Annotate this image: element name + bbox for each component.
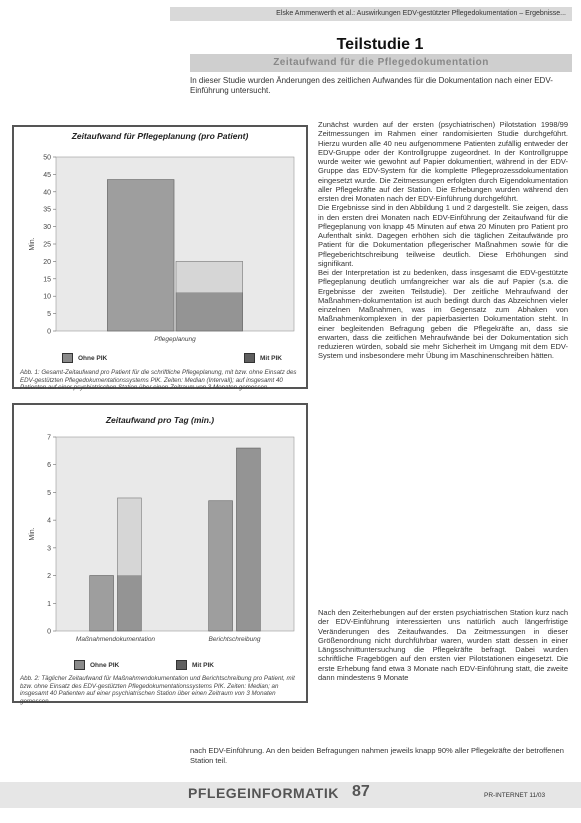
legend-swatch-ohne	[62, 353, 73, 363]
y-tick-label: 15	[43, 276, 51, 284]
running-header: Elske Ammenwerth et al.: Auswirkungen EDV-gestützter Pflegedokumentation – Ergebnisse...	[170, 7, 572, 21]
figure-1-legend	[62, 353, 282, 363]
y-tick-label: 45	[43, 171, 51, 179]
y-tick-label: 10	[43, 293, 51, 301]
figure-2-title: Zeitaufwand pro Tag (min.)	[105, 415, 215, 425]
y-tick-label: 1	[47, 600, 51, 608]
y-tick-label: 3	[47, 545, 51, 553]
y-axis-label: Min.	[29, 237, 36, 251]
x-tick-label: Pflegeplanung	[154, 336, 196, 343]
bar	[209, 501, 233, 631]
bar	[90, 576, 114, 631]
paragraph-1: Zunächst wurden auf der ersten (psychiatrischen) Pilotstation 1998/99 Zeitmessungen im Rahmen einer randomisierten Studie durchgeführt. Hierzu wurden alle 40 neu aufgenommene Patienten zufällig entweder der EDV-Gruppe oder der Kontrollgruppe zugeordnet. In der Kontrollgruppe wurde weiter wie gewohnt auf Papier dokumentiert, während in der EDV-Gruppe das EDV-System für die komplette Pflegeprozessdokumentation eingesetzt wurde. Die Zeitmessungen erfolgten durch Eigendokumentation aller Pflegekräfte auf der Station. Die Erhebungen wurden während den ersten drei Monaten nach der EDV-Einführung durchgeführt.	[318, 120, 568, 203]
y-tick-label: 2	[47, 573, 51, 581]
paragraph-bottom: nach EDV-Einführung. An den beiden Befragungen nahmen jeweils knapp 90% aller Pflegekräfte der betroffenen Station teil.	[190, 746, 564, 765]
bar	[107, 180, 174, 331]
figure-2	[12, 403, 308, 706]
chart-1	[14, 145, 306, 345]
paragraph-4: Nach den Zeiterhebungen auf der ersten psychiatrischen Station kurz nach der EDV-Einführung interessierten uns natürlich auch längerfristige Veränderungen des Zeitaufwandes. Da Zeitmessungen in dieser Größenordnung nicht durchführbar waren, wurden statt dessen in einer Längsschnittuntersuchung die Pflegekräfte befragt. Dabei wurden schriftliche Fragebögen auf den ersten vier Pilotstationen eingesetzt. Die erste Erhebung fand etwa 3 Monate nach EDV-Einführung statt, die zweite dann mindestens 9 Monate	[318, 608, 568, 682]
legend2-swatch-mit	[176, 660, 187, 670]
legend-swatch-mit	[244, 353, 255, 363]
body-column-lower	[318, 608, 568, 682]
intro-paragraph: In dieser Studie wurden Änderungen des zeitlichen Aufwandes für die Dokumentation nach einer EDV-Einführung untersucht.	[190, 76, 553, 96]
figure-2-legend	[74, 660, 214, 670]
y-tick-label: 0	[47, 628, 51, 636]
y-tick-label: 35	[43, 206, 51, 214]
figure-1	[12, 125, 308, 392]
footer-page-number: 87	[352, 783, 370, 800]
plot-area	[56, 157, 294, 331]
legend-item-ohne-pik	[62, 353, 107, 363]
legend-label-mit: Mit PIK	[259, 354, 282, 362]
footer-journal-title: PFLEGEINFORMATIK	[188, 785, 339, 801]
legend-label-ohne: Ohne PIK	[78, 354, 108, 362]
figure-2-caption: Abb. 2: Täglicher Zeitaufwand für Maßnahmendokumentation und Berichtschreibung pro Patient, mit bzw. ohne Einsatz des EDV-gestützten Pflegedokumentationssystems PIK. Zeiten: Median; an insgesamt 40 Patienten auf einer psychiatrischen Station über einen Zeitraum von 3 Monaten gemessen.	[20, 675, 295, 706]
y-tick-label: 4	[47, 517, 51, 525]
legend2-item-mit-pik	[176, 660, 214, 670]
body-column-right	[318, 120, 568, 361]
legend2-swatch-ohne	[74, 660, 85, 670]
y-tick-label: 25	[43, 241, 51, 249]
paragraph-2: Die Ergebnisse sind in den Abbildung 1 und 2 dargestellt. Sie zeigen, dass in den ersten drei Monaten nach EDV-Einführung der Zeitaufwand für die Pflegeplanung von knapp 45 Minuten auf etwa 20 Minuten pro Patient pro Aufenthalt sinkt. Dagegen erhöhen sich die täglichen Zeitaufwände pro Patient für die Dokumentation pflegerischer Maßnahmen sowie für die Pflegeberichtschreibung teilweise deutlich. Diese Erhöhungen sind signifikant.	[318, 203, 568, 268]
y-tick-label: 0	[47, 328, 51, 336]
y-tick-label: 50	[43, 154, 51, 162]
y-tick-label: 5	[47, 489, 51, 497]
y-tick-label: 30	[43, 224, 51, 232]
footer-issue: PR-INTERNET 11/03	[484, 792, 546, 799]
legend2-label-ohne: Ohne PIK	[90, 661, 120, 669]
figure-1-title: Zeitaufwand für Pflegeplanung (pro Patient)	[71, 131, 249, 141]
x-tick-label: Maßnahmendokumentation	[75, 636, 156, 643]
bar	[237, 448, 261, 631]
legend-item-mit-pik	[244, 353, 282, 363]
bar	[118, 576, 142, 631]
y-tick-label: 7	[47, 434, 51, 442]
bar	[176, 293, 243, 331]
y-tick-label: 5	[47, 311, 51, 319]
y-axis-label: Min.	[29, 527, 36, 541]
legend2-label-mit: Mit PIK	[191, 661, 214, 669]
y-tick-label: 6	[47, 462, 51, 470]
chart-2	[14, 423, 306, 648]
y-tick-label: 40	[43, 189, 51, 197]
x-tick-label: Berichtschreibung	[208, 636, 261, 643]
section-title: Teilstudie 1	[336, 36, 424, 53]
y-tick-label: 20	[43, 258, 51, 266]
legend2-item-ohne-pik	[74, 660, 119, 670]
paragraph-3: Bei der Interpretation ist zu bedenken, dass insgesamt die EDV-gestützte Pflegeplanung deutlich umfangreicher war als die auf Papier (s.a. die Ergebnisse der zweiten Teilstudie). Der zeitliche Mehraufwand der Maßnahmen-dokumentation ist auch bedingt durch das Abzeichnen vieler einzelnen Maßnahmen, was im Gegensatz zum Abhaken von Maßnahmenkomplexen in der papierbasierten Dokumentation steht. In einer begleitenden Befragung geben die Pflegekräfte an, dass sie erwarten, dass die zeitlichen Mehraufwände bei der Dokumentation sich reduzieren würden, sobald sie mehr Sicherheit im Umgang mit dem EDV-System und insbesondere mehr Übung im Maschinenschreiben hätten.	[318, 268, 568, 361]
section-subtitle: Zeitaufwand für die Pflegedokumentation	[190, 54, 572, 72]
figure-1-caption: Abb. 1: Gesamt-Zeitaufwand pro Patient für die schriftliche Pflegeplanung, mit bzw. ohne Einsatz des EDV-gestützten Pflegedokumentationssystems PIK. Zeiten: Median (Intervall); auf insgesamt 40 Patienten auf einer psychiatrischen Station über einen Zeitraum von 3 Monaten gemessen.	[20, 369, 297, 392]
